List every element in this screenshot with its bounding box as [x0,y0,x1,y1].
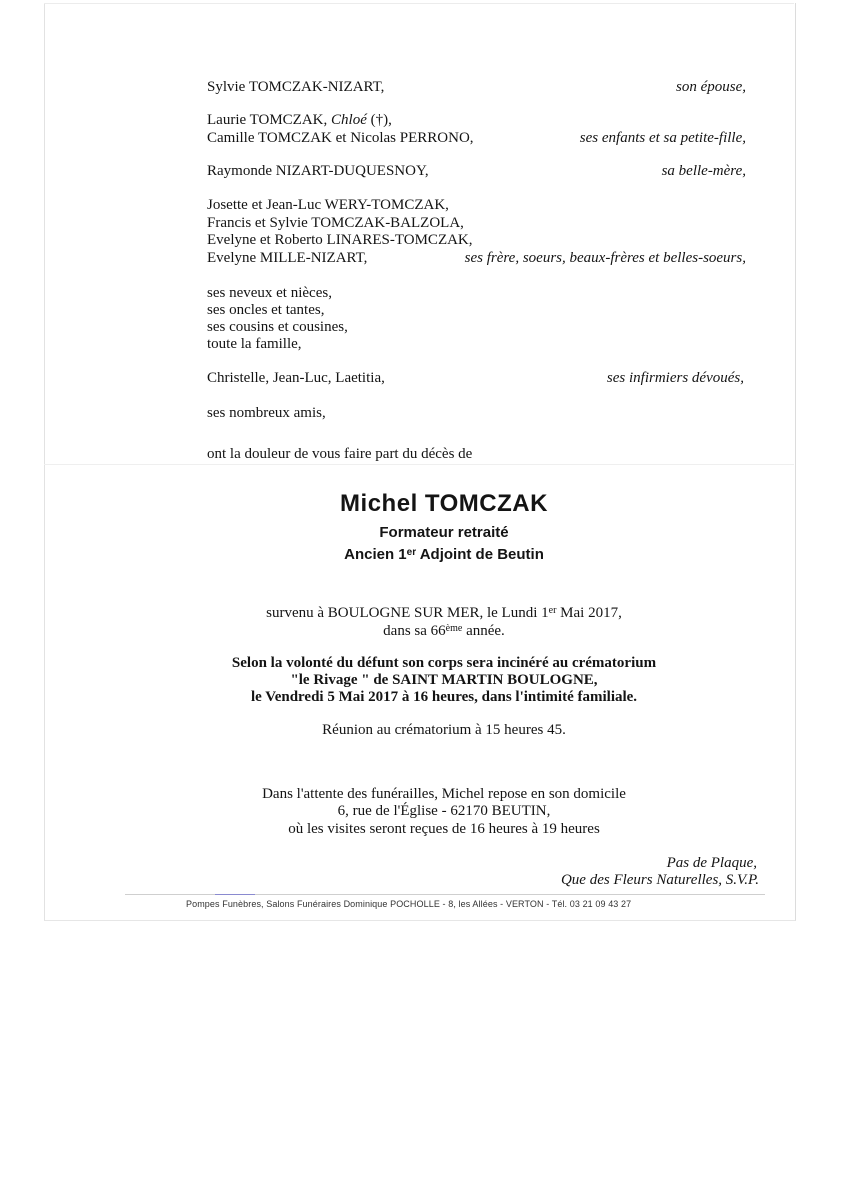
rest-line: où les visites seront reçues de 16 heures à 19 heures [288,821,600,837]
death-age [44,620,844,640]
family-name [207,112,392,129]
family-name: ses cousins et cousines, [207,319,348,335]
family-name: Evelyne MILLE-NIZART, [207,250,368,266]
family-name-part: (†), [366,112,392,128]
family-name-part: Laurie TOMCZAK, [207,112,332,128]
family-role: sa belle-mère, [661,163,746,179]
death-sup: ème [445,623,463,634]
deceased-title-part: Adjoint de Beutin [416,546,544,563]
death-text: dans sa 66 [383,623,446,639]
ceremony-line: Selon la volonté du défunt son corps sera incinéré au crématorium [231,655,657,671]
death-text: Mai 2017, [556,605,622,621]
family-role: ses infirmiers dévoués, [606,370,744,386]
ceremony-line: "le Rivage " de SAINT MARTIN BOULOGNE, [290,672,598,688]
family-name: Christelle, Jean-Luc, Laetitia, [207,370,385,386]
family-role: ses enfants et sa petite-fille, [579,130,746,146]
family-name: ses oncles et tantes, [207,302,325,318]
family-name: ses neveux et nièces, [207,285,332,301]
footer-divider-accent [215,894,255,895]
family-name: Josette et Jean-Luc WERY-TOMCZAK, [207,197,449,213]
family-name: toute la famille, [207,336,302,352]
announcement-intro: ont la douleur de vous faire part du décès de [207,446,473,462]
family-name: ses nombreux amis, [207,405,326,421]
fold-line [44,464,794,465]
closing-line: Pas de Plaque, [666,855,757,871]
rest-line: Dans l'attente des funérailles, Michel repose en son domicile [262,786,626,802]
family-name-italic: Chloé [331,112,367,128]
family-role: ses frère, soeurs, beaux-frères et belles-soeurs, [464,250,746,266]
family-role: son épouse, [676,79,746,95]
deceased-title [44,546,844,563]
death-text: survenu à BOULOGNE SUR MER, le Lundi 1 [266,605,549,621]
ceremony-line: le Vendredi 5 Mai 2017 à 16 heures, dans l'intimité familiale. [250,689,638,705]
reunion-line: Réunion au crématorium à 15 heures 45. [322,722,566,738]
rest-address: 6, rue de l'Église - 62170 BEUTIN, [337,803,551,819]
deceased-name: Michel TOMCZAK [340,490,548,517]
death-details [44,602,844,622]
closing-line: Que des Fleurs Naturelles, S.V.P. [560,872,759,888]
family-name: Francis et Sylvie TOMCZAK-BALZOLA, [207,215,464,231]
family-name: Camille TOMCZAK et Nicolas PERRONO, [207,130,474,146]
death-sup: er [548,605,557,616]
card-top-edge [44,3,794,4]
family-name: Sylvie TOMCZAK-NIZART, [207,79,385,95]
deceased-title-sup: er [406,547,417,558]
death-text: année. [462,623,505,639]
deceased-title-part: Ancien 1 [344,546,407,563]
family-name: Evelyne et Roberto LINARES-TOMCZAK, [207,232,473,248]
funeral-home-footer: Pompes Funèbres, Salons Funéraires Dominique POCHOLLE - 8, les Allées - VERTON - Tél. 03 21 09 43 27 [186,899,632,909]
deceased-title: Formateur retraité [379,524,509,541]
family-name: Raymonde NIZART-DUQUESNOY, [207,163,429,179]
